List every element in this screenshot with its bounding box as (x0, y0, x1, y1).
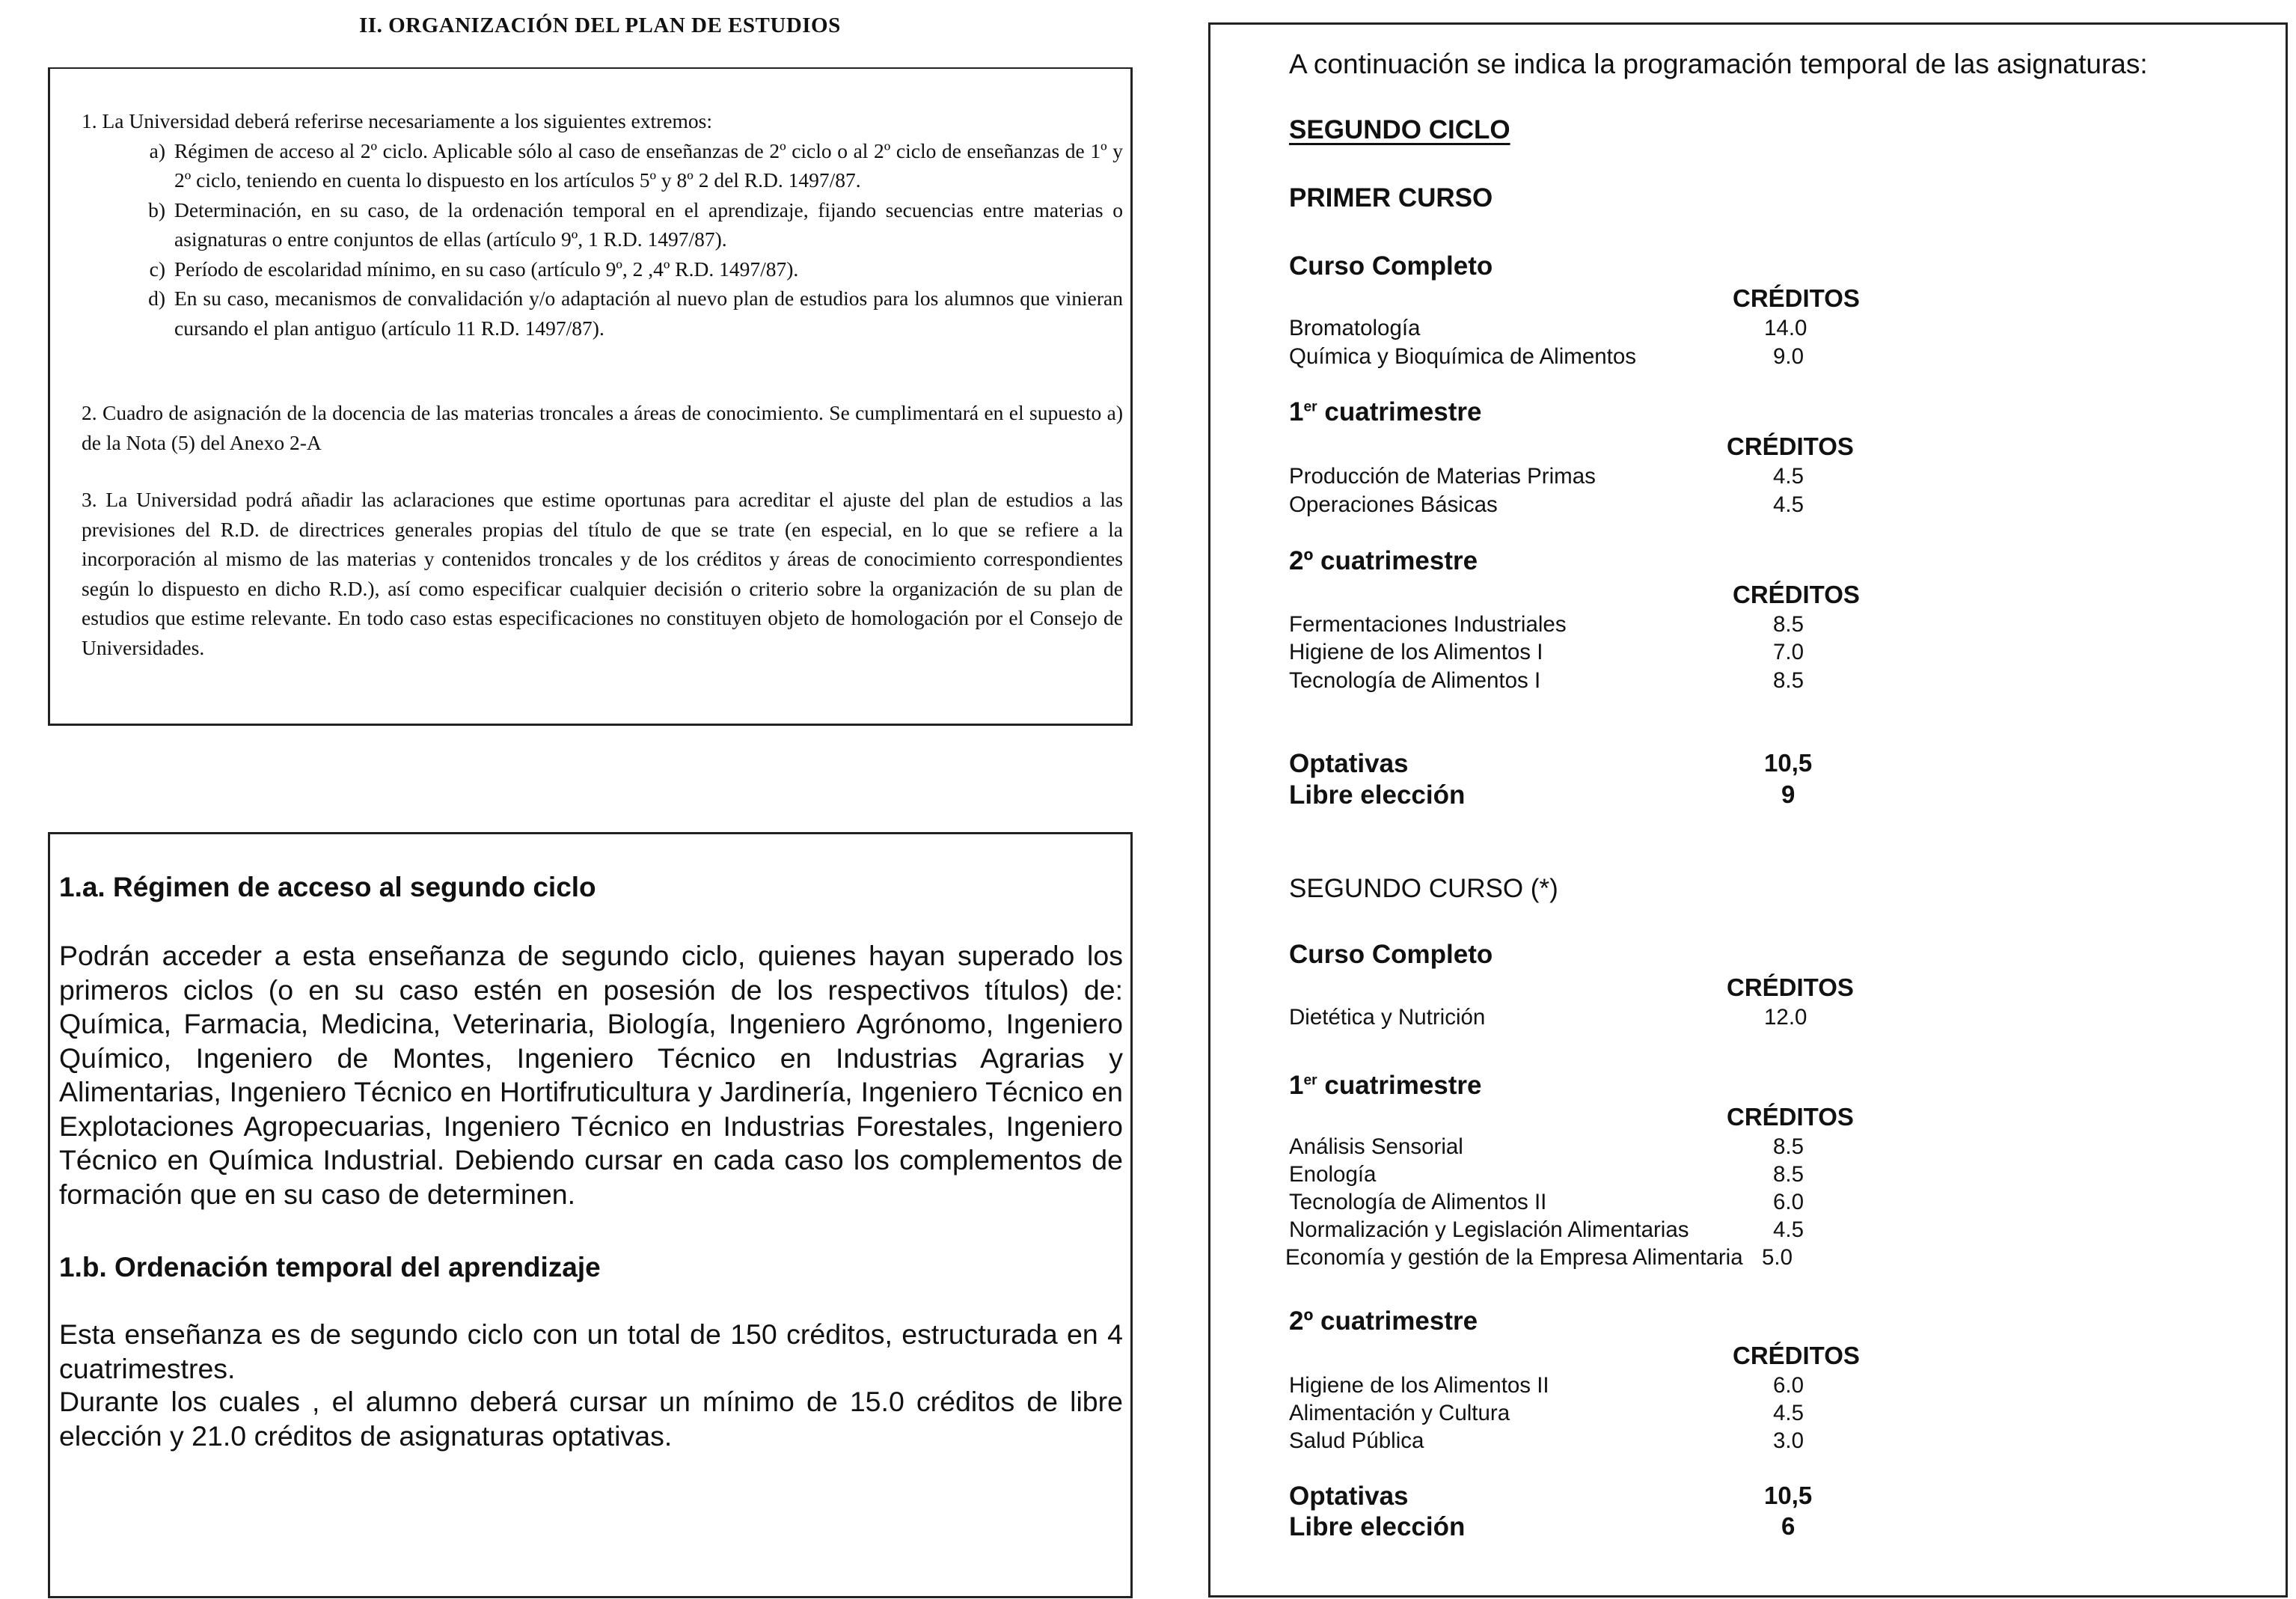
subitem-letter: b) (148, 198, 165, 221)
subject-credits: 5.0 (1762, 1245, 1793, 1270)
first-year-title: PRIMER CURSO (1289, 183, 1493, 213)
first-year-optativas-label: Optativas (1289, 749, 1409, 778)
subject-name: Alimentación y Cultura (1289, 1401, 1510, 1425)
subject-name: Análisis Sensorial (1289, 1134, 1463, 1159)
sem-label: cuatrimestre (1317, 397, 1482, 426)
credits-header: CRÉDITOS (1733, 581, 1860, 608)
subject-name: Tecnología de Alimentos I (1289, 668, 1541, 693)
heading-1a: 1.a. Régimen de acceso al segundo ciclo (59, 872, 596, 902)
subject-name: Enología (1289, 1162, 1377, 1187)
sem-number: 1 (1289, 397, 1304, 426)
subject-name: Economía y gestión de la Empresa Alimentaria (1285, 1245, 1743, 1270)
paragraph-1b-2: Durante los cuales , el alumno deberá cursar un mínimo de 15.0 créditos de libre elección y 21.0 créditos de asignaturas optativas. (59, 1386, 1123, 1452)
subject-credits: 14.0 (1764, 316, 1807, 340)
credits-header: CRÉDITOS (1727, 432, 1854, 460)
subject-name: Fermentaciones Industriales (1289, 612, 1567, 637)
first-year-optativas-value: 10,5 (1764, 749, 1813, 777)
subject-name: Bromatología (1289, 316, 1421, 340)
subject-credits: 6.0 (1773, 1190, 1804, 1214)
first-year-libre-value: 9 (1781, 780, 1796, 808)
second-year-sem2-title: 2º cuatrimestre (1289, 1306, 1478, 1336)
credits-header: CRÉDITOS (1727, 1103, 1854, 1131)
requirement-1-intro: 1. La Universidad deberá referirse necesariamente a los siguientes extremos: (82, 109, 712, 132)
subitem-letter: d) (148, 287, 165, 310)
subject-name: Higiene de los Alimentos II (1289, 1373, 1549, 1398)
subject-credits: 4.5 (1773, 1401, 1804, 1425)
credits-header: CRÉDITOS (1727, 973, 1854, 1001)
sem-label: cuatrimestre (1317, 1071, 1482, 1100)
requirement-subitem-c (82, 254, 1123, 284)
requirement-subitem-b (82, 195, 1123, 254)
subject-credits: 4.5 (1773, 1217, 1804, 1242)
subject-name: Dietética y Nutrición (1289, 1005, 1486, 1030)
cycle-title: SEGUNDO CICLO (1289, 115, 1510, 144)
second-year-optativas-label: Optativas (1289, 1482, 1409, 1511)
second-year-libre-value: 6 (1781, 1512, 1796, 1540)
subject-credits: 8.5 (1773, 612, 1804, 637)
subject-name: Higiene de los Alimentos I (1289, 640, 1543, 664)
subitem-letter: a) (149, 138, 165, 162)
subitem-text: Régimen de acceso al 2º ciclo. Aplicable sólo al caso de enseñanzas de 2º ciclo o al 2º ciclo de enseñanzas de 1º y 2º ciclo, teniendo en cuenta lo dispuesto en los artículos 5º y 8º 2 del R.D. 1497/87. (174, 138, 1123, 192)
second-year-full-course-title: Curso Completo (1289, 940, 1493, 969)
paragraph-1a: Podrán acceder a esta enseñanza de segundo ciclo, quienes hayan superado los primeros ciclos (o en su caso estén en posesión de los respectivos títulos) de: Química, Farmacia, Medicina, Veterinaria, Biología, Ingeniero Agrónomo, Ingeniero Químico, Ingeniero de Montes, Ingeniero Técnico en Industrias Agrarias y Alimentarias, Ingeniero Técnico en Hortifruticultura y Jardinería, Ingeniero Técnico en Explotaciones Agropecuarias, Ingeniero Técnico en Industrias Forestales, Ingeniero Técnico en Química Industrial. Debiendo cursar en cada caso los complementos de formación que en su caso de determinen. (59, 940, 1123, 1210)
subject-credits: 8.5 (1773, 668, 1804, 693)
first-year-sem1-title (1289, 397, 1482, 427)
first-year-libre-label: Libre elección (1289, 780, 1466, 810)
second-year-title: SEGUNDO CURSO (*) (1289, 874, 1558, 903)
paragraph-1b-1: Esta enseñanza es de segundo ciclo con un total de 150 créditos, estructurada en 4 cuatrimestres. (59, 1318, 1123, 1384)
subitem-letter: c) (149, 257, 165, 281)
second-year-optativas-value: 10,5 (1764, 1482, 1813, 1509)
subject-credits: 7.0 (1773, 640, 1804, 664)
schedule-box (1208, 22, 2288, 1598)
heading-1b: 1.b. Ordenación temporal del aprendizaje (59, 1252, 601, 1282)
schedule-intro: A continuación se indica la programación temporal de las asignaturas: (1289, 49, 2148, 79)
sem-ordinal: er (1303, 1072, 1317, 1089)
subject-credits: 12.0 (1764, 1005, 1807, 1030)
access-box (48, 832, 1133, 1598)
page-heading: II. ORGANIZACIÓN DEL PLAN DE ESTUDIOS (359, 13, 841, 37)
subject-credits: 4.5 (1773, 492, 1804, 517)
subject-name: Producción de Materias Primas (1289, 464, 1596, 489)
subject-name: Química y Bioquímica de Alimentos (1289, 344, 1637, 369)
requirement-subitem-d (82, 284, 1123, 343)
credits-header: CRÉDITOS (1733, 284, 1860, 312)
subject-credits: 8.5 (1773, 1162, 1804, 1187)
subject-name: Tecnología de Alimentos II (1289, 1190, 1547, 1214)
requirement-subitem-a (82, 136, 1123, 195)
requirement-3: 3. La Universidad podrá añadir las aclaraciones que estime oportunas para acreditar el ajuste del plan de estudios a las previsiones del R.D. de directrices generales propias del título de que se trate (en especial, en lo que se refiere a la incorporación al mismo de las materias y contenidos troncales y de los créditos y áreas de conocimiento correspondientes según lo dispuesto en dicho R.D.), así como especificar cualquier decisión o criterio sobre la organización de su plan de estudios que estime relevante. En todo caso estas especificaciones no constituyen objeto de homologación por el Consejo de Universidades. (82, 488, 1123, 659)
subject-credits: 9.0 (1773, 344, 1804, 369)
credits-header: CRÉDITOS (1733, 1342, 1860, 1369)
subitem-text: Determinación, en su caso, de la ordenación temporal en el aprendizaje, fijando secuencias entre materias o asignaturas o entre conjuntos de ellas (artículo 9º, 1 R.D. 1497/87). (174, 198, 1123, 251)
subject-name: Operaciones Básicas (1289, 492, 1498, 517)
requirement-2: 2. Cuadro de asignación de la docencia de las materias troncales a áreas de conocimiento. Se cumplimentará en el supuesto a) de la Nota (5) del Anexo 2-A (82, 401, 1123, 454)
subitem-text: Período de escolaridad mínimo, en su caso (artículo 9º, 2 ,4º R.D. 1497/87). (174, 257, 799, 281)
requirements-box (48, 67, 1133, 726)
subject-name: Normalización y Legislación Alimentarias (1289, 1217, 1689, 1242)
sem-ordinal: er (1303, 399, 1317, 415)
subject-name: Salud Pública (1289, 1428, 1424, 1453)
requirement-1 (82, 106, 1123, 343)
sem-number: 1 (1289, 1071, 1304, 1100)
subject-credits: 4.5 (1773, 464, 1804, 489)
first-year-sem2-title: 2º cuatrimestre (1289, 546, 1478, 575)
second-year-sem1-title (1289, 1071, 1482, 1101)
subject-credits: 3.0 (1773, 1428, 1804, 1453)
second-year-libre-label: Libre elección (1289, 1512, 1466, 1541)
subitem-text: En su caso, mecanismos de convalidación y/o adaptación al nuevo plan de estudios para los alumnos que vinieran cursando el plan antiguo (artículo 11 R.D. 1497/87). (174, 287, 1123, 340)
first-year-full-course-title: Curso Completo (1289, 251, 1493, 281)
subject-credits: 6.0 (1773, 1373, 1804, 1398)
subject-credits: 8.5 (1773, 1134, 1804, 1159)
